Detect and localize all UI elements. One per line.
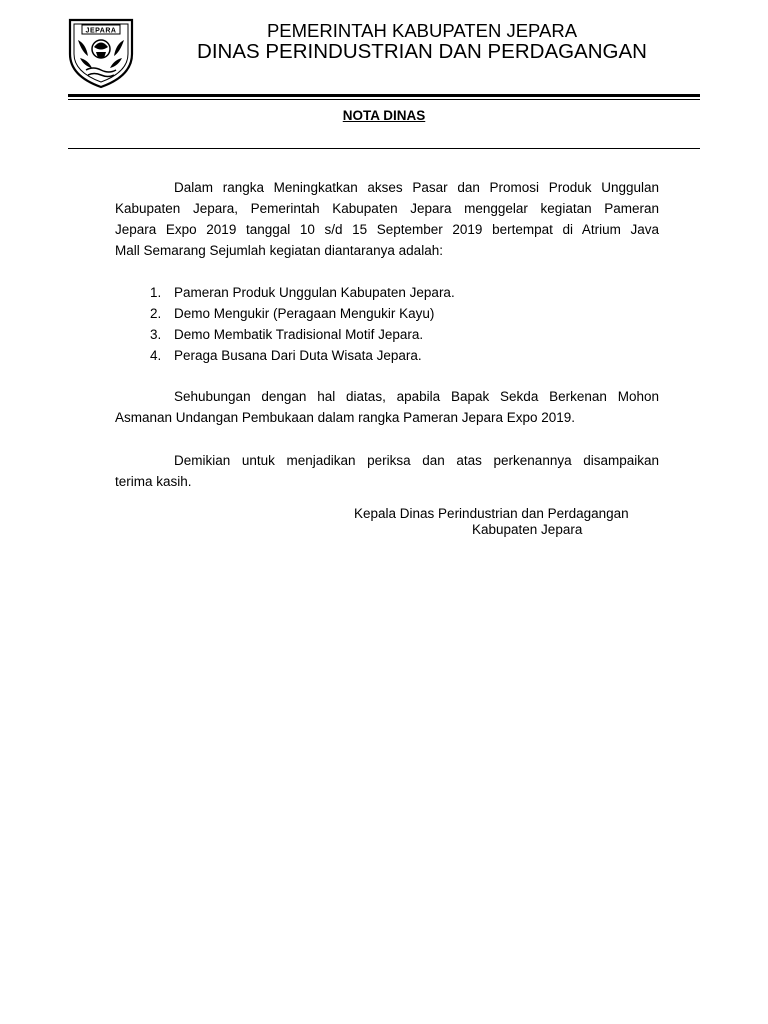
list-item: [150, 345, 455, 366]
list-item-number: 1.: [150, 285, 162, 300]
list-item-text: Demo Membatik Tradisional Motif Jepara.: [174, 327, 424, 342]
activity-list: [150, 282, 455, 366]
paragraph-closing-line: Demikian untuk menjadikan periksa dan atas perkenannya disampaikan: [174, 453, 659, 468]
letterhead-government: PEMERINTAH KABUPATEN JEPARA: [266, 20, 578, 41]
paragraph-intro: [115, 177, 659, 261]
list-item: [150, 282, 455, 303]
document-title: [68, 108, 700, 124]
paragraph-intro-line: Dalam rangka Meningkatkan akses Pasar dan Promosi Produk Unggulan: [174, 180, 659, 195]
list-item-text: Peraga Busana Dari Duta Wisata Jepara.: [174, 348, 422, 363]
signature-title: Kepala Dinas Perindustrian dan Perdagangan: [354, 506, 629, 521]
letterhead-thin-rule: [68, 99, 700, 100]
list-item-number: 2.: [150, 306, 162, 321]
list-item-text: Demo Mengukir (Peragaan Mengukir Kayu): [174, 306, 435, 321]
letterhead-thick-rule: [68, 94, 700, 97]
paragraph-intro-line: Mall Semarang Sejumlah kegiatan diantaranya adalah:: [115, 243, 443, 258]
jepara-emblem-logo: [66, 14, 136, 90]
list-item: [150, 324, 455, 345]
list-item-text: Pameran Produk Unggulan Kabupaten Jepara.: [174, 285, 455, 300]
title-rule: [68, 148, 700, 149]
paragraph-request-line: Sehubungan dengan hal diatas, apabila Bapak Sekda Berkenan Mohon: [174, 389, 659, 404]
paragraph-request-line: Asmanan Undangan Pembukaan dalam rangka Pameran Jepara Expo 2019.: [115, 410, 576, 425]
document-title-text: NOTA DINAS: [342, 108, 426, 123]
list-item: [150, 303, 455, 324]
letterhead-department: DINAS PERINDUSTRIAN DAN PERDAGANGAN: [197, 40, 647, 63]
list-item-number: 4.: [150, 348, 162, 363]
logo-text: JEPARA: [85, 27, 117, 35]
list-item-number: 3.: [150, 327, 162, 342]
paragraph-request: [115, 386, 659, 428]
signature-region: Kabupaten Jepara: [472, 522, 583, 537]
paragraph-closing-line: terima kasih.: [115, 474, 192, 489]
paragraph-closing: [115, 450, 659, 492]
paragraph-intro-line: Kabupaten Jepara, Pemerintah Kabupaten Jepara menggelar kegiatan Pameran: [115, 201, 659, 216]
paragraph-intro-line: Jepara Expo 2019 tanggal 10 s/d 15 September 2019 bertempat di Atrium Java: [115, 222, 659, 237]
